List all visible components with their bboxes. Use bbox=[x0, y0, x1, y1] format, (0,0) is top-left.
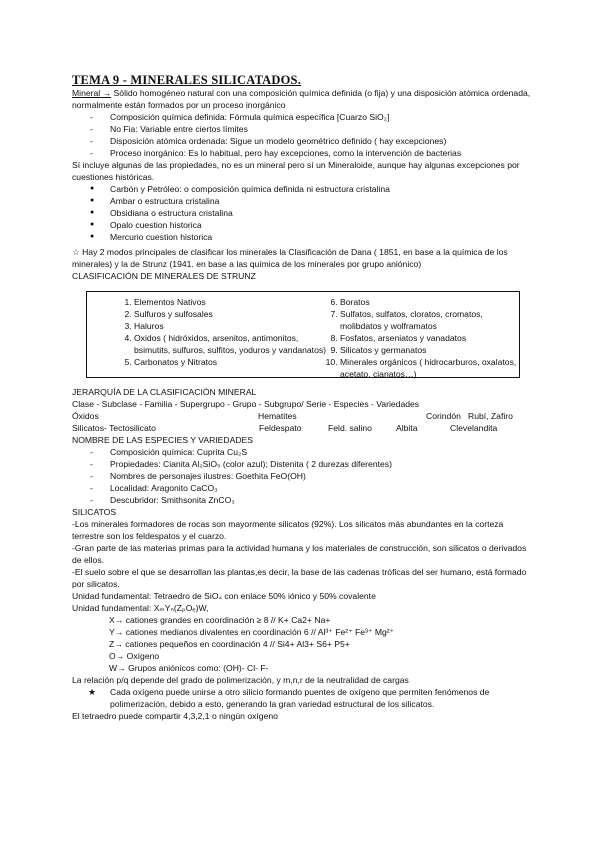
list-item: - Disposición atómica ordenada: Sigue un modelo geométrico definido ( hay excepciones) bbox=[72, 135, 532, 147]
list-item: ● Opalo cuestion historica bbox=[72, 219, 532, 231]
cation-z: Z→ cationes pequeños en coordinación 4 // Si4+ Al3+ S6+ P5+ bbox=[109, 639, 350, 649]
list-item: 8. Fosfatos, arseniatos y vanadatos bbox=[340, 332, 517, 344]
classification-note: ☆ Hay 2 modos principales de clasificar los minerales la Clasificación de Dana ( 1851, en base a la química de los minerales) y la de Strunz (1941. en base a las química de los minerales por grupo aniónico) bbox=[72, 247, 508, 269]
relation-pq: La relación p/q depende del grado de polimerización, y m,n,r de la neutralidad de cargas bbox=[72, 675, 409, 685]
list-item: 1. Elementos Nativos bbox=[134, 296, 330, 308]
mineraloide-intro: Sí incluye algunas de las propiedades, no es un mineral pero sí un Mineraloide, aunque hay algunas excepciones por cuestiones históricas. bbox=[72, 160, 520, 182]
mineral-definition: Mineral → Sólido homogéneo natural con una composición química definida (o fija) y una disposición atómica ordenada, normalmente están formados por un proceso inorgánico bbox=[72, 88, 531, 110]
list-item: ★ Cada oxígeno puede unirse a otro silicio formando puentes de oxígeno que permiten fenómenos de polimerización, debido a esto, generando la gran variedad estructural de los silicatos. bbox=[72, 686, 532, 710]
list-item: - Nombres de personajes ilustres: Goethita FeO(OH) bbox=[72, 470, 532, 482]
list-item: 6. Boratos bbox=[340, 296, 517, 308]
list-item: 10. Minerales orgánicos ( hidrocarburos, oxalatos, acetato, cianatos…) bbox=[340, 356, 517, 380]
silicatos-paragraph-3: -El suelo sobre el que se desarrollan las plantas,es decir, la base de las cadenas tróficas del ser humano, está formado por silicatos. bbox=[72, 567, 527, 589]
list-item: 5. Carbonatos y Nitratos bbox=[134, 356, 330, 368]
list-item: ● Ambar o estructura cristalina bbox=[72, 195, 532, 207]
strunz-left-column bbox=[115, 296, 330, 368]
list-item: 9. Silicatos y germanatos bbox=[340, 344, 517, 356]
hierarchy-row-silicatos: Silicatos- Tectosilicato Feldespato Feld. salino Albita Clevelandita bbox=[72, 423, 498, 433]
tetraedro-note: El tetraedro puede compartir 4,3,2,1 o ningún oxígeno bbox=[72, 711, 278, 721]
list-item: - Localidad: Aragonito CaCO₃ bbox=[72, 482, 532, 494]
strunz-classification-box bbox=[86, 291, 520, 378]
mineral-properties-list bbox=[72, 111, 532, 159]
silicatos-paragraph-2: -Gran parte de las materias primas para la actividad humana y los materiales de construcción, son silicatos o derivados de ellos. bbox=[72, 543, 527, 565]
cation-x: X→ cationes grandes en coordinación ≥ 8 // K+ Ca2+ Na+ bbox=[109, 615, 331, 625]
list-item: 4. Oxidos ( hidróxidos, arsenitos, antimonitos, bsimutits, sulfuros, sulfitos, yoduros y vandanatos) bbox=[134, 332, 330, 356]
cation-y: Y→ cationes medianos divalentes en coordinación 6 // Al³⁺ Fe²⁺ Fe³⁺ Mg²⁺ bbox=[109, 627, 395, 637]
list-item: - Descubridor: Smithsonita ZnCO₃ bbox=[72, 494, 532, 506]
document-page bbox=[72, 74, 532, 722]
list-item: - Proceso inorgánico: Es lo habitual, pero hay excepciones, como la intervención de bacterias bbox=[72, 147, 532, 159]
page-title: TEMA 9 - MINERALES SILICATADOS. bbox=[72, 73, 302, 87]
list-item: - Propiedades: Cianita Al₂SiO₅ (color azul); Distenita ( 2 durezas diferentes) bbox=[72, 458, 532, 470]
list-item: - Composición química definida: Fórmula química específica [Cuarzo SiO₂] bbox=[72, 111, 532, 123]
list-item: ● Obsidiana o estructura cristalina bbox=[72, 207, 532, 219]
hierarchy-row-oxidos: Óxidos Hematites Corindón Rubí, Zafiro bbox=[72, 411, 513, 421]
unidad-fundamental-2: Unidad fundamental: XₘYₙ(ZₚOₑ)W, bbox=[72, 603, 209, 613]
strunz-heading: CLASIFICACIÓN DE MINERALES DE STRUNZ bbox=[72, 271, 256, 281]
list-item: - Composición química: Cuprita Cu₂S bbox=[72, 446, 532, 458]
strunz-right-column bbox=[321, 296, 517, 380]
unidad-fundamental-1: Unidad fundamental: Tetraedro de SiO₄ con enlace 50% iónico y 50% covalente bbox=[72, 591, 376, 601]
names-list bbox=[72, 446, 532, 506]
star-note-list bbox=[72, 686, 532, 710]
anion-w: W→ Grupos aniónicos como: (OH)- Cl- F- bbox=[109, 663, 269, 673]
silicatos-paragraph-1: -Los minerales formadores de rocas son mayormente silicatos (92%). Los silicatos más abundantes en la corteza terrestre son los feldespatos y el cuarzo. bbox=[72, 519, 504, 541]
mineraloides-list bbox=[72, 183, 532, 243]
silicatos-heading: SILICATOS bbox=[72, 507, 117, 517]
list-item: ● Carbón y Petróleo: o composición química definida ni estructura cristalina bbox=[72, 183, 532, 195]
names-heading: NOMBRE DE LAS ESPECIES Y VARIEDADES bbox=[72, 435, 254, 445]
hierarchy-line: Clase - Subclase - Familia - Supergrupo - Grupo - Subgrupo/ Serie - Especies - Variedades bbox=[72, 399, 420, 409]
list-item: - No Fia: Variable entre ciertos límites bbox=[72, 123, 532, 135]
list-item: ● Mercurio cuestion historica bbox=[72, 231, 532, 243]
list-item: 7. Sulfatos, sulfatos, cloratos, cromatos, molibdatos y wolframatos bbox=[340, 308, 517, 332]
hierarchy-heading: JERARQUÍA DE LA CLASIFICACIÓN MINERAL bbox=[72, 387, 257, 397]
list-item: 3. Haluros bbox=[134, 320, 330, 332]
list-item: 2. Sulfuros y sulfosales bbox=[134, 308, 330, 320]
oxygen-o: O→ Oxígeno bbox=[109, 651, 160, 661]
mineral-term: Mineral → bbox=[72, 88, 112, 98]
